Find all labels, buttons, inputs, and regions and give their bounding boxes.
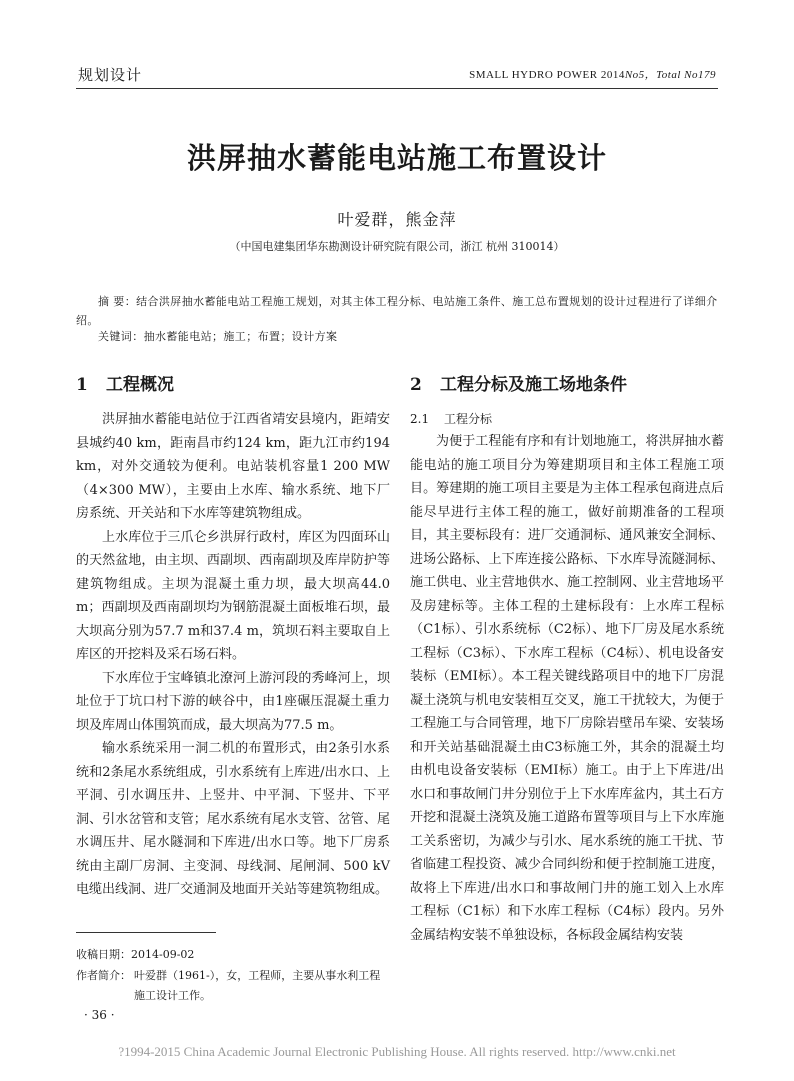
author-bio-label: 作者简介： bbox=[76, 969, 131, 982]
subsection-heading bbox=[410, 408, 724, 430]
paragraph: 下水库位于宝峰镇北潦河上游河段的秀峰河上，坝址位于丁坑口村下游的峡谷中，由1座碾压混凝土重力坝及库周山体围筑而成，最大坝高为77.5 m。 bbox=[76, 670, 390, 733]
page-number: · 36 · bbox=[84, 1008, 115, 1022]
paragraph: 为便于工程能有序和有计划地施工，将洪屏抽水蓄能电站的施工项目分为筹建期项目和主体工程施工项目。筹建期的施工项目主要是为主体工程承包商进点后能尽早进行主体工程的施工，做好前期准备的工程项目，其主要标段有：进厂交通洞标、通风兼安全洞标、进场公路标、上下库连接公路标、下水库导流隧洞标、施工供电、业主营地供水、施工控制网、业主营地场平及房建标等。主体工程的土建标段有：上水库工程标（C1标）、引水系统标（C2标）、地下厂房及尾水系统工程标（C3标）、下水库工程标（C4标）、机电设备安装标（EMI标）。本工程关键线路项目中的地下厂房混凝土浇筑与机电安装相互交叉，施工干扰较大，为便于工程施工与合同管理，地下厂房除岩壁吊车梁、安装场和开关站基础混凝土由C3标施工外，其余的混凝土均由机电设备安装标（EMI标）施工。由于上下库进/出水口和事故闸门井分别位于上下水库库盆内，其土石方开挖和混凝土浇筑及施工道路布置等项目与上下水库施工关系密切，为减少与引水、尾水系统的施工干扰、节省临建工程投资、减少合同纠纷和便于控制施工进度，故将上下库进/出水口和事故闸门井的施工划入上水库工程标（C1标）和下水库工程标（C4标）段内。另外金属结构安装不单独设标，各标段金属结构安装 bbox=[410, 434, 724, 943]
keywords-text: 抽水蓄能电站；施工；布置；设计方案 bbox=[143, 330, 338, 343]
paper-title: 洪屏抽水蓄能电站施工布置设计 bbox=[186, 141, 607, 175]
keywords bbox=[98, 328, 337, 344]
section-title: 工程分标及施工场地条件 bbox=[440, 375, 627, 395]
subsection-number: 2.1 bbox=[410, 412, 430, 426]
journal-header bbox=[469, 66, 716, 82]
keywords-label: 关键词： bbox=[98, 330, 144, 343]
copyright-watermark: ?1994-2015 China Academic Journal Electronic Publishing House. All rights reserved. http://www.cnki.net bbox=[118, 1044, 676, 1059]
section-number: 2 bbox=[410, 375, 422, 395]
section-2-heading bbox=[410, 372, 724, 398]
section-title: 工程概况 bbox=[106, 375, 174, 395]
paragraph: 上水库位于三爪仑乡洪屏行政村，库区为四面环山的天然盆地，由主坝、西副坝、西南副坝及库岸防护等建筑物组成。主坝为混凝土重力坝，最大坝高44.0 m；西副坝及西南副坝均为钢筋混凝土面板堆石坝，最大坝高分别为57.7 m和37.4 m，筑坝石料主要取自上库区的开挖料及采石场石料。 bbox=[76, 529, 390, 662]
section-1-heading bbox=[76, 372, 390, 398]
subsection-title: 工程分标 bbox=[444, 412, 493, 426]
right-column bbox=[410, 372, 724, 947]
received-value: 2014-09-02 bbox=[131, 948, 195, 961]
paragraph: 输水系统采用一洞二机的布置形式，由2条引水系统和2条尾水系统组成，引水系统有上库进/出水口、上平洞、引水调压井、上竖井、中平洞、下竖井、下平洞、引水岔管和支管；尾水系统有尾水支管、岔管、尾水调压井、尾水隧洞和下库进/出水口等。地下厂房系统由主副厂房洞、主变洞、母线洞、尾闸洞、500 kV电缆出线洞、进厂交通洞及地面开关站等建筑物组成。 bbox=[76, 741, 390, 897]
author-bio-text: 叶爱群（1961-），女，工程师，主要从事水利工程施工设计工作。 bbox=[134, 969, 381, 1002]
author-bio bbox=[76, 966, 390, 1006]
section-number: 1 bbox=[76, 375, 88, 395]
journal-name: SMALL HYDRO POWER 2014 bbox=[469, 69, 625, 81]
received-date bbox=[76, 946, 194, 962]
abstract-label: 摘 要： bbox=[98, 295, 137, 308]
left-column bbox=[76, 372, 390, 902]
abstract bbox=[76, 292, 718, 330]
journal-issue: No5，Total No179 bbox=[624, 69, 716, 81]
footnote-rule bbox=[76, 932, 216, 933]
abstract-text: 结合洪屏抽水蓄能电站工程施工规划，对其主体工程分标、电站施工条件、施工总布置规划的设计过程进行了详细介绍。 bbox=[76, 295, 718, 327]
author-affiliation: （中国电建集团华东勘测设计研究院有限公司，浙江 杭州 310014） bbox=[229, 240, 565, 253]
paragraph: 洪屏抽水蓄能电站位于江西省靖安县境内，距靖安县城约40 km，距南昌市约124 km，距九江市约194 km，对外交通较为便利。电站装机容量1 200 MW（4×300 MW），主要由上水库、输水系统、地下厂房系统、开关站和下水库等建筑物组成。 bbox=[76, 412, 390, 521]
paper-authors: 叶爱群，熊金萍 bbox=[337, 210, 457, 229]
section-label: 规划设计 bbox=[78, 66, 143, 84]
header-rule bbox=[76, 88, 718, 89]
received-label: 收稿日期： bbox=[76, 948, 131, 961]
